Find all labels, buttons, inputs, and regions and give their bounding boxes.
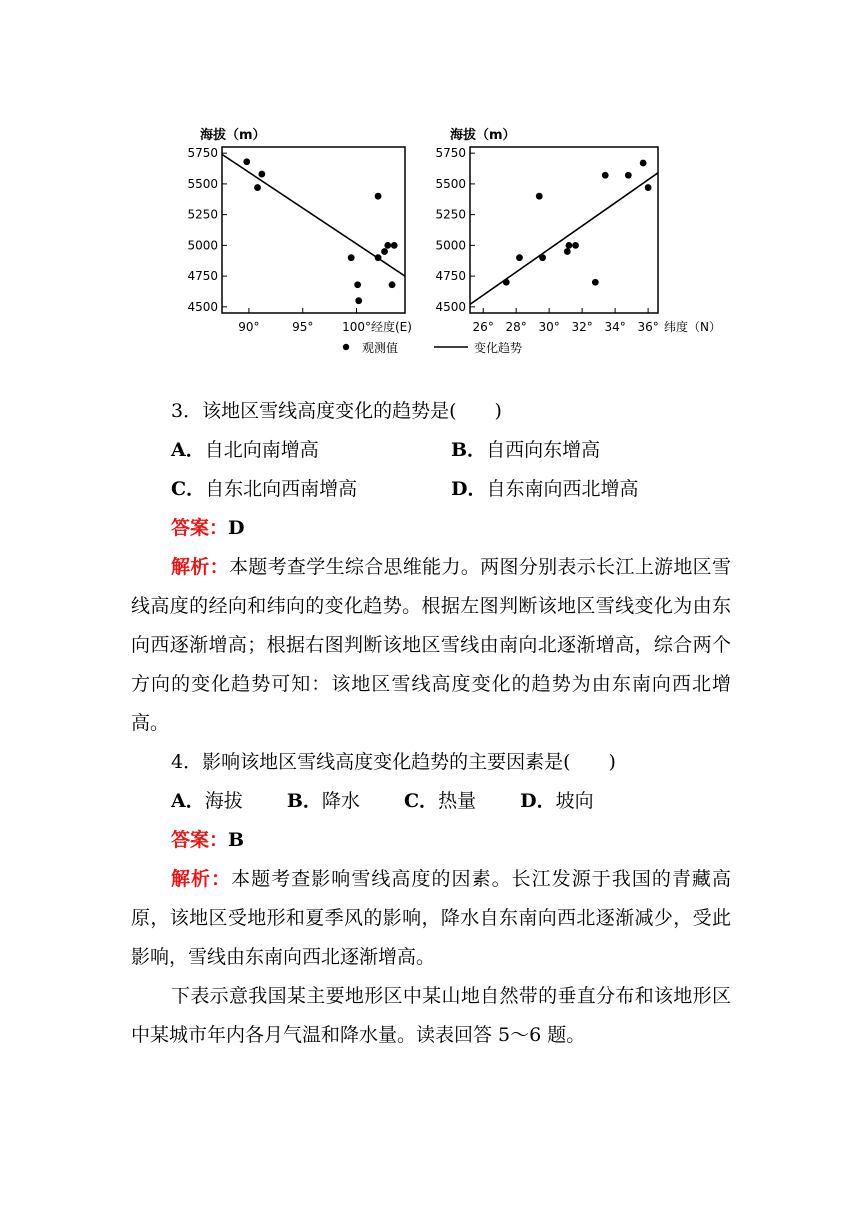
analysis-text: 本题考查影响雪线高度的因素。长江发源于我国的青藏高原，该地区受地形和夏季风的影响，降水自东南向西北逐渐减少，受此影响，雪线由东南向西北逐渐增高。 — [131, 868, 731, 968]
legend-points-label: 观测值 — [362, 341, 399, 355]
option-3c[interactable] — [171, 470, 451, 509]
right-x-ticks — [473, 308, 659, 334]
questions-5-6-intro: 下表示意我国某主要地形区中某山地自然带的垂直分布和该地形区中某城市年内各月气温和降水量。读表回答 5～6 题。 — [131, 985, 731, 1046]
y-tick-label: 5500 — [435, 176, 466, 191]
x-tick-label: 30° — [538, 320, 560, 334]
answer-value: D — [228, 517, 245, 539]
data-point — [539, 254, 546, 261]
legend-point-marker — [343, 344, 349, 350]
data-point — [355, 297, 362, 304]
x-tick-label: 100° — [342, 320, 372, 334]
answer-label: 答案： — [171, 517, 229, 539]
option-text: 自西向东增高 — [486, 439, 601, 461]
analysis-label: 解析： — [171, 868, 232, 890]
left-points — [243, 158, 397, 304]
right-y-axis-label: 海拔（m） — [450, 128, 516, 143]
option-4d[interactable] — [520, 790, 594, 812]
data-point — [381, 248, 388, 255]
option-letter: B． — [451, 439, 487, 461]
option-letter: A． — [171, 439, 205, 461]
data-point — [375, 254, 382, 261]
data-point — [602, 172, 609, 179]
data-point — [354, 281, 361, 288]
left-x-ticks — [238, 308, 371, 334]
option-3a[interactable] — [171, 431, 451, 470]
y-tick-label: 5000 — [435, 238, 466, 253]
data-point — [243, 158, 250, 165]
option-text: 热量 — [438, 790, 477, 812]
x-tick-label: 36° — [637, 320, 659, 334]
y-tick-label: 5250 — [435, 207, 466, 222]
question-4-options — [131, 782, 731, 821]
data-point — [391, 242, 398, 249]
option-text: 自东北向西南增高 — [205, 478, 358, 500]
chart-legend — [343, 340, 522, 355]
data-point — [645, 184, 652, 191]
y-tick-label: 5750 — [435, 146, 466, 161]
right-trend-line — [470, 173, 658, 305]
question-4-analysis — [131, 860, 731, 977]
data-point — [375, 193, 382, 200]
option-letter: C． — [403, 790, 439, 812]
question-4-stem: 4．影响该地区雪线高度变化趋势的主要因素是( ) — [171, 751, 616, 773]
legend-trend-label: 变化趋势 — [474, 341, 523, 355]
option-text: 降水 — [321, 790, 360, 812]
question-3-options-row-1 — [131, 431, 731, 470]
y-tick-label: 4500 — [435, 299, 466, 314]
y-tick-label: 4750 — [187, 269, 218, 284]
question-3-answer — [131, 509, 731, 548]
data-point — [384, 242, 391, 249]
left-y-ticks — [187, 146, 227, 314]
question-content — [131, 392, 731, 1055]
data-point — [258, 171, 265, 178]
y-tick-label: 5750 — [187, 146, 218, 161]
y-tick-label: 5000 — [187, 238, 218, 253]
answer-label: 答案： — [171, 829, 229, 851]
data-point — [254, 184, 261, 191]
data-point — [564, 248, 571, 255]
question-4-answer — [131, 821, 731, 860]
answer-value: B — [228, 829, 245, 851]
x-tick-label: 90° — [238, 320, 260, 334]
x-tick-label: 28° — [505, 320, 527, 334]
option-letter: D． — [520, 790, 556, 812]
x-tick-label: 26° — [472, 320, 494, 334]
left-y-axis-label: 海拔（m） — [200, 128, 266, 143]
data-point — [348, 254, 355, 261]
question-3-options-row-2 — [131, 470, 731, 509]
analysis-text: 本题考查学生综合思维能力。两图分别表示长江上游地区雪线高度的经向和纬向的变化趋势。根据左图判断该地区雪线变化为由东向西逐渐增高；根据右图判断该地区雪线由南向北逐渐增高，综合两个方向的变化趋势可知：该地区雪线高度变化的趋势为由东南向西北增高。 — [131, 556, 731, 734]
option-letter: A． — [171, 790, 205, 812]
question-3-stem: 3．该地区雪线高度变化的趋势是( ) — [171, 400, 502, 422]
option-4c[interactable] — [404, 790, 476, 812]
x-tick-label: 32° — [571, 320, 593, 334]
right-y-ticks — [435, 146, 475, 314]
data-point — [572, 242, 579, 249]
data-point — [536, 193, 543, 200]
option-letter: D． — [451, 478, 487, 500]
data-point — [640, 160, 647, 167]
chart-right-latitude — [435, 127, 721, 334]
data-point — [592, 279, 599, 286]
option-3d[interactable] — [451, 470, 731, 509]
question-3-analysis — [131, 548, 731, 743]
x-tick-label: 95° — [292, 320, 314, 334]
option-text: 自北向南增高 — [204, 439, 319, 461]
option-text: 海拔 — [204, 790, 243, 812]
y-tick-label: 4750 — [435, 269, 466, 284]
y-tick-label: 5250 — [187, 207, 218, 222]
data-point — [389, 281, 396, 288]
figure-snowline-charts — [0, 0, 860, 380]
option-4b[interactable] — [287, 790, 360, 812]
data-point — [516, 254, 523, 261]
right-plot-frame — [470, 147, 658, 313]
option-letter: C． — [171, 478, 206, 500]
chart-left-longitude — [187, 127, 412, 334]
option-letter: B． — [286, 790, 322, 812]
right-x-axis-label: 纬度（N） — [664, 320, 721, 334]
y-tick-label: 5500 — [187, 176, 218, 191]
analysis-label: 解析： — [171, 556, 229, 578]
option-4a[interactable] — [171, 790, 243, 812]
y-tick-label: 4500 — [187, 299, 218, 314]
data-point — [566, 242, 573, 249]
data-point — [625, 172, 632, 179]
x-tick-label: 34° — [604, 320, 626, 334]
data-point — [503, 279, 510, 286]
left-x-axis-label: 经度(E) — [371, 320, 412, 334]
option-text: 坡向 — [555, 790, 594, 812]
option-3b[interactable] — [451, 431, 731, 470]
option-text: 自东南向西北增高 — [486, 478, 639, 500]
